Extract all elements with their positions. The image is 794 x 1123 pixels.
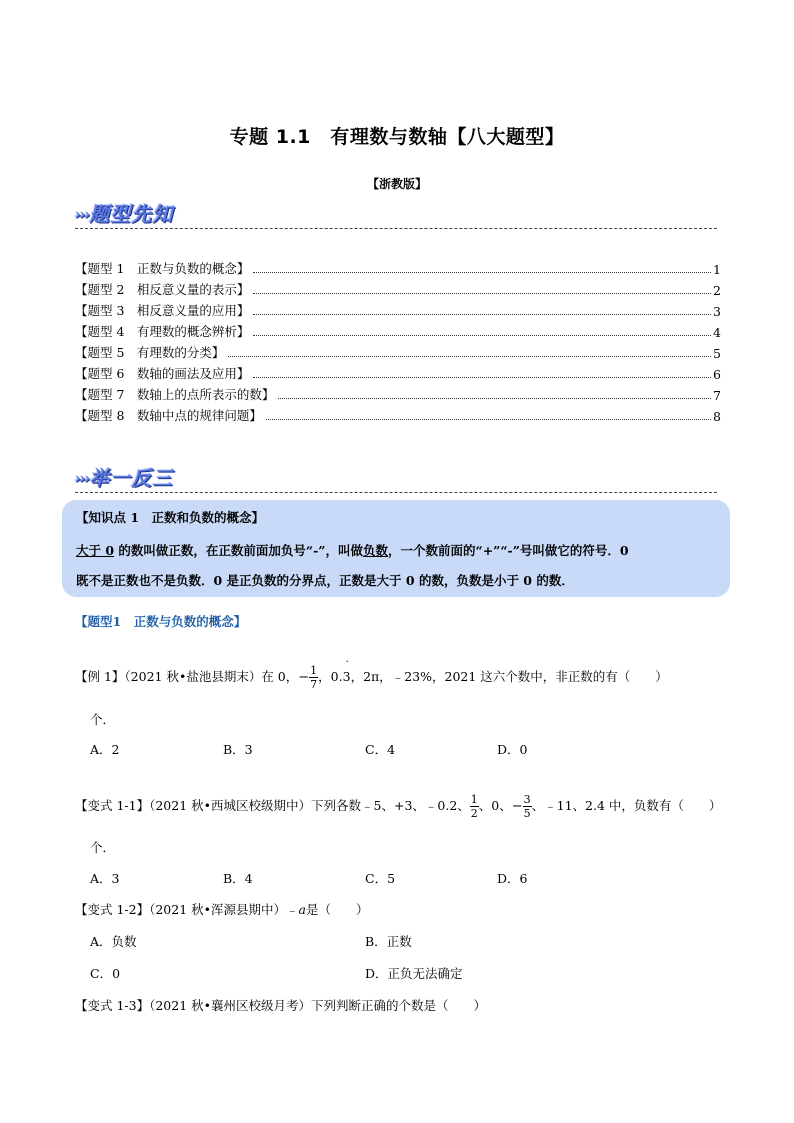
option-b[interactable]: B．4 xyxy=(223,871,253,886)
toc-item[interactable]: 【题型 5 有理数的分类】 5 xyxy=(75,345,721,361)
option-c[interactable]: C．4 xyxy=(365,742,396,757)
example-1-cont: 个． xyxy=(90,712,116,727)
example-1-question: 【例 1】（2021 秋•盐池县期末）在 0，− $\frac{1}{7}$ ，0. · 3，2π，﹣23%，2021 这六个数中，非正数的有（ ） xyxy=(75,657,668,691)
knowledge-title: 【知识点 1 正数和负数的概念】 xyxy=(76,510,265,525)
option-b[interactable]: B．正数 xyxy=(365,934,412,949)
variant-1-1-cont: 个． xyxy=(90,840,116,855)
toc-item[interactable]: 【题型 8 数轴中点的规律问题】 8 xyxy=(75,408,721,424)
fraction: $\frac{3}{5}$ xyxy=(523,793,531,820)
variant-1-2-question: 【变式 1-2】（2021 秋•浑源县期中）﹣a是（ ） xyxy=(75,902,369,917)
variant-1-3-question: 【变式 1-3】（2021 秋•襄州区校级月考）下列判断正确的个数是（ ） xyxy=(75,998,487,1013)
variant-1-1-question: 【变式 1-1】（2021 秋•西城区校级期中）下列各数﹣5、+3、﹣0.2、 $\frac{1}{2}$ 、0、− $\frac{3}{5}$ 、﹣11、2.4 中，负数有（ ） xyxy=(75,793,722,820)
divider xyxy=(75,492,717,493)
toc-item[interactable]: 【题型 3 相反意义量的应用】 3 xyxy=(75,303,721,319)
banner-arrows-icon: ››› xyxy=(75,207,90,223)
option-c[interactable]: C．0 xyxy=(90,966,121,981)
option-d[interactable]: D．正负无法确定 xyxy=(365,966,463,981)
knowledge-line-1: 大于 0 的数叫做正数，在正数前面加负号“-”，叫做负数，一个数前面的“+”“-”号叫做它的符号．0 xyxy=(76,543,629,558)
banner-text: 题型先知 xyxy=(89,202,174,226)
toc-item[interactable]: 【题型 2 相反意义量的表示】 2 xyxy=(75,282,721,298)
option-a[interactable]: A．2 xyxy=(90,742,120,757)
banner-text: 举一反三 xyxy=(89,466,174,490)
page-title: 专题 1.1 有理数与数轴【八大题型】 xyxy=(229,126,565,148)
section-heading: 【题型1 正数与负数的概念】 xyxy=(75,614,247,629)
fraction: $\frac{1}{7}$ xyxy=(310,664,318,691)
divider xyxy=(75,228,717,229)
option-d[interactable]: D．0 xyxy=(497,742,528,757)
option-d[interactable]: D．6 xyxy=(497,871,528,886)
toc-item[interactable]: 【题型 4 有理数的概念辨析】 4 xyxy=(75,324,721,340)
toc-item[interactable]: 【题型 6 数轴的画法及应用】 6 xyxy=(75,366,721,382)
option-a[interactable]: A．负数 xyxy=(90,934,137,949)
toc-item[interactable]: 【题型 1 正数与负数的概念】 1 xyxy=(75,261,721,277)
option-a[interactable]: A．3 xyxy=(90,871,120,886)
toc-item[interactable]: 【题型 7 数轴上的点所表示的数】 7 xyxy=(75,387,721,403)
fraction: $\frac{1}{2}$ xyxy=(470,793,478,820)
option-b[interactable]: B．3 xyxy=(223,742,253,757)
knowledge-line-2: 既不是正数也不是负数．0 是正负数的分界点，正数是大于 0 的数，负数是小于 0 的数． xyxy=(76,573,574,588)
banner-examples xyxy=(75,462,173,491)
option-c[interactable]: C．5 xyxy=(365,871,396,886)
banner-arrows-icon: ››› xyxy=(75,471,90,487)
banner-question-types xyxy=(75,198,173,227)
edition-label: 【浙教版】 xyxy=(366,177,427,191)
